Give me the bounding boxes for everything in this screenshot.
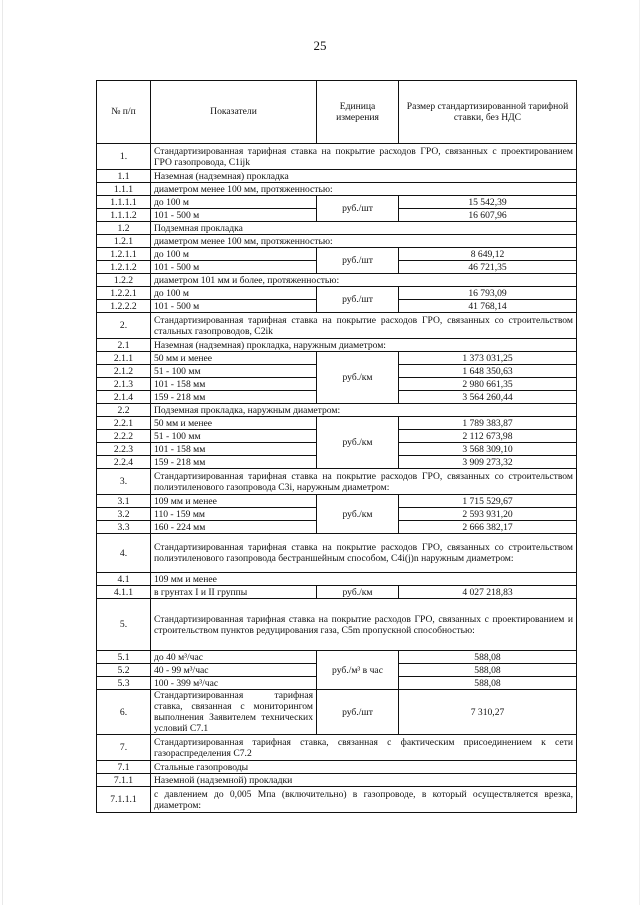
row-value: 15 542,39 [399,196,577,209]
row-value: 16 793,09 [399,287,577,300]
row-indicator: 101 - 500 м [151,300,317,313]
table-header-row [97,81,577,144]
row-unit: руб./шт [317,287,399,313]
row-value: 2 666 382,17 [399,521,577,534]
row-indicator: Стандартизированная тарифная ставка на покрытие расходов ГРО, связанных с проектированием ГРО газопровода, C1ijk [151,144,577,170]
table-row [97,222,577,235]
row-value: 588,08 [399,664,577,677]
row-number: 2.2.3 [97,443,151,456]
table-row [97,287,577,300]
row-number: 2.1.4 [97,391,151,404]
row-number: 4.1.1 [97,586,151,599]
row-indicator: Подземная прокладка, наружным диаметром: [151,404,577,417]
table-row [97,248,577,261]
row-indicator: 51 - 100 мм [151,365,317,378]
row-indicator: диаметром менее 100 мм, протяженностью: [151,235,577,248]
row-indicator: 109 мм и менее [151,495,317,508]
row-number: 5.3 [97,677,151,690]
row-value: 8 649,12 [399,248,577,261]
row-number: 2.1.1 [97,352,151,365]
row-indicator: Стальные газопроводы [151,761,577,774]
row-indicator: 110 - 159 мм [151,508,317,521]
row-number: 2.2.4 [97,456,151,469]
row-indicator: до 100 м [151,196,317,209]
row-value: 2 112 673,98 [399,430,577,443]
row-value: 7 310,27 [399,690,577,735]
row-indicator: до 100 м [151,287,317,300]
row-unit: руб./шт [317,248,399,274]
row-number: 3.2 [97,508,151,521]
row-number: 4.1 [97,573,151,586]
row-indicator: 159 - 218 мм [151,456,317,469]
row-number: 1.2.2 [97,274,151,287]
row-number: 2. [97,313,151,339]
table-row [97,313,577,339]
row-indicator: диаметром менее 100 мм, протяженностью: [151,183,577,196]
row-value: 3 909 273,32 [399,456,577,469]
scan-edge-left [2,0,3,905]
row-indicator: 101 - 158 мм [151,378,317,391]
row-number: 2.2.2 [97,430,151,443]
row-value: 1 789 383,87 [399,417,577,430]
row-indicator: Наземная (надземная) прокладка, наружным диаметром: [151,339,577,352]
row-number: 3.1 [97,495,151,508]
row-value: 1 373 031,25 [399,352,577,365]
row-indicator: 101 - 500 м [151,261,317,274]
row-number: 5.1 [97,651,151,664]
row-value: 16 607,96 [399,209,577,222]
row-number: 2.1 [97,339,151,352]
row-unit: руб./шт [317,690,399,735]
row-indicator: Стандартизированная тарифная ставка на покрытие расходов ГРО, связанных с проектированием и строительством пунктов редуцирования газа, C5m пропускной способностью: [151,599,577,651]
row-number: 3. [97,469,151,495]
row-number: 2.1.2 [97,365,151,378]
row-number: 1.2 [97,222,151,235]
table-row [97,787,577,813]
row-indicator: 109 мм и менее [151,573,577,586]
row-number: 5.2 [97,664,151,677]
row-number: 1.1.1 [97,183,151,196]
table-row [97,274,577,287]
table-row [97,586,577,599]
table-row [97,235,577,248]
row-value: 4 027 218,83 [399,586,577,599]
row-unit: руб./км [317,352,399,404]
header-rate: Размер стандартизированной тарифной ставки, без НДС [399,81,577,144]
table-row [97,495,577,508]
row-number: 5. [97,599,151,651]
table-row [97,599,577,651]
row-indicator: Стандартизированная тарифная ставка на покрытие расходов ГРО, связанных со строительством полиэтиленового газопровода бестраншейным способом, C4i(j)n наружным диаметром: [151,534,577,573]
row-value: 1 648 350,63 [399,365,577,378]
row-indicator: Стандартизированная тарифная ставка на покрытие расходов ГРО, связанных со строительством стальных газопроводов, C2ik [151,313,577,339]
row-value: 3 568 309,10 [399,443,577,456]
row-value: 2 593 931,20 [399,508,577,521]
row-indicator: 50 мм и менее [151,417,317,430]
row-indicator: Наземная (надземная) прокладка [151,170,577,183]
row-unit: руб./шт [317,196,399,222]
header-indicator: Показатели [151,81,317,144]
row-indicator: диаметром 101 мм и более, протяженностью: [151,274,577,287]
row-number: 2.2.1 [97,417,151,430]
table-row [97,651,577,664]
table-row [97,690,577,735]
row-indicator: 50 мм и менее [151,352,317,365]
row-number: 2.2 [97,404,151,417]
row-value: 41 768,14 [399,300,577,313]
table-body [97,144,577,813]
table-row [97,534,577,573]
row-indicator: 51 - 100 мм [151,430,317,443]
table-row [97,183,577,196]
row-number: 6. [97,690,151,735]
row-indicator: Подземная прокладка [151,222,577,235]
row-value: 588,08 [399,677,577,690]
row-indicator: до 100 м [151,248,317,261]
header-num: № п/п [97,81,151,144]
row-number: 7.1.1.1 [97,787,151,813]
row-number: 7. [97,735,151,761]
row-indicator: с давлением до 0,005 Мпа (включительно) в газопроводе, в который осуществляется врезка, диаметром: [151,787,577,813]
table-row [97,761,577,774]
row-indicator: 159 - 218 мм [151,391,317,404]
row-number: 1.2.2.2 [97,300,151,313]
row-number: 1.2.1 [97,235,151,248]
row-number: 7.1.1 [97,774,151,787]
row-indicator: Стандартизированная тарифная ставка, связанная с фактическим присоединением к сети газораспределения C7.2 [151,735,577,761]
row-number: 1.1.1.1 [97,196,151,209]
table-row [97,735,577,761]
row-unit: руб./км [317,586,399,599]
table-row [97,144,577,170]
tariff-table [96,80,577,813]
row-indicator: 40 - 99 м³/час [151,664,317,677]
row-unit: руб./м³ в час [317,651,399,690]
row-number: 4. [97,534,151,573]
row-number: 1.2.2.1 [97,287,151,300]
row-indicator: Стандартизированная тарифная ставка на покрытие расходов ГРО, связанных со строительством полиэтиленового газопровода C3i, наружным диаметром: [151,469,577,495]
table-row [97,339,577,352]
table-row [97,404,577,417]
table-row [97,469,577,495]
table-row [97,170,577,183]
row-number: 7.1 [97,761,151,774]
row-unit: руб./км [317,495,399,534]
row-value: 2 980 661,35 [399,378,577,391]
header-unit: Единица измерения [317,81,399,144]
row-value: 3 564 260,44 [399,391,577,404]
row-number: 1.2.1.1 [97,248,151,261]
row-number: 2.1.3 [97,378,151,391]
row-indicator: Наземной (надземной) прокладки [151,774,577,787]
table-row [97,417,577,430]
row-number: 1.2.1.2 [97,261,151,274]
row-value: 1 715 529,67 [399,495,577,508]
table-row [97,196,577,209]
row-indicator: 160 - 224 мм [151,521,317,534]
row-indicator: в грунтах I и II группы [151,586,317,599]
row-number: 1.1 [97,170,151,183]
row-value: 46 721,35 [399,261,577,274]
row-indicator: 100 - 399 м³/час [151,677,317,690]
row-unit: руб./км [317,417,399,469]
row-value: 588,08 [399,651,577,664]
row-indicator: 101 - 158 мм [151,443,317,456]
row-number: 1.1.1.2 [97,209,151,222]
table-row [97,352,577,365]
row-indicator: до 40 м³/час [151,651,317,664]
row-indicator: 101 - 500 м [151,209,317,222]
table-row [97,774,577,787]
table-row [97,573,577,586]
page-number: 25 [313,38,327,53]
row-number: 3.3 [97,521,151,534]
row-indicator: Стандартизированная тарифная ставка, связанная с мониторингом выполнения Заявителем технических условий C7.1 [151,690,317,735]
row-number: 1. [97,144,151,170]
